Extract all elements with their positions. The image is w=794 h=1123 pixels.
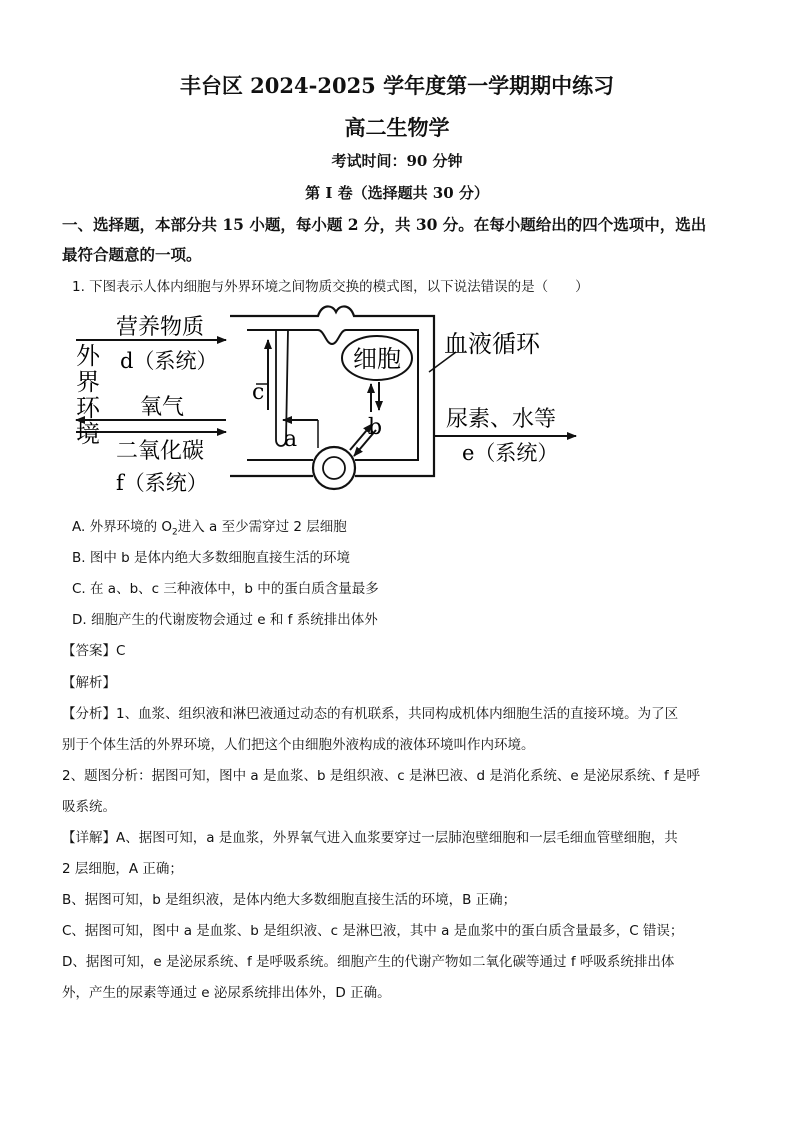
option-c: C. 在 a、b、c 三种液体中，b 中的蛋白质含量最多 bbox=[72, 581, 379, 597]
section-instructions-line1: 一、选择题，本部分共 15 小题，每小题 2 分，共 30 分。在每小题给出的四个选项中，选出 bbox=[62, 215, 707, 234]
label-b: b bbox=[368, 415, 383, 440]
detail-p4: B、据图可知，b 是组织液，是体内绝大多数细胞直接生活的环境，B 正确； bbox=[62, 892, 517, 908]
label-a: a bbox=[284, 427, 298, 452]
system-e-label: e（系统） bbox=[462, 441, 559, 465]
analysis-p2-line1: 2、题图分析：据图可知，图中 a 是血浆、b 是组织液、c 是淋巴液、d 是消化系统、e 是泌尿系统、f 是呼 bbox=[62, 768, 701, 784]
outside-env-char-2: 界 bbox=[76, 368, 100, 396]
cell-label: 细胞 bbox=[353, 345, 401, 373]
detail-p3-line1: 【详解】A、据图可知，a 是血浆，外界氧气进入血浆要穿过一层肺泡壁细胞和一层毛细血管壁细胞，共 bbox=[62, 830, 678, 846]
section-instructions-line2: 最符合题意的一项。 bbox=[62, 245, 202, 264]
oxygen-label: 氧气 bbox=[140, 395, 185, 420]
question-stem: 1. 下图表示人体内细胞与外界环境之间物质交换的模式图，以下说法错误的是（ ） bbox=[72, 279, 589, 295]
detail-p6-line1: D、据图可知，e 是泌尿系统、f 是呼吸系统。细胞产生的代谢产物如二氧化碳等通过 f 呼吸系统排出体 bbox=[62, 954, 675, 970]
answer-line: 【答案】C bbox=[62, 643, 126, 659]
system-f-label: f（系统） bbox=[116, 471, 208, 495]
circulation-label: 血液循环 bbox=[444, 330, 540, 358]
analysis-p1-line2: 别于个体生活的外界环境，人们把这个由细胞外液构成的液体环境叫作内环境。 bbox=[62, 737, 535, 753]
option-d: D. 细胞产生的代谢废物会通过 e 和 f 系统排出体外 bbox=[72, 612, 378, 628]
urea-water-label: 尿素、水等 bbox=[446, 407, 557, 432]
system-d-label: d（系统） bbox=[120, 349, 218, 373]
analysis-p1-line1: 【分析】1、血浆、组织液和淋巴液通过动态的有机联系，共同构成机体内细胞生活的直接环境。为了区 bbox=[62, 706, 679, 722]
analysis-tag: 【解析】 bbox=[62, 675, 116, 691]
part-title: 第 I 卷（选择题共 30 分） bbox=[305, 184, 489, 202]
co2-label: 二氧化碳 bbox=[116, 439, 205, 464]
page-title: 丰台区 2024-2025 学年度第一学期期中练习 bbox=[179, 73, 615, 98]
label-c: c bbox=[252, 380, 265, 405]
detail-p3-line2: 2 层细胞，A 正确； bbox=[62, 861, 183, 877]
exchange-diagram bbox=[70, 300, 590, 500]
option-a: A. 外界环境的 $O_2$进入 a 至少需穿过 2 层细胞 bbox=[72, 519, 347, 538]
analysis-p2-line2: 吸系统。 bbox=[62, 799, 116, 815]
detail-p5: C、据图可知，图中 a 是血浆、b 是组织液、c 是淋巴液，其中 a 是血浆中的蛋白质含量最多，C 错误； bbox=[62, 923, 684, 939]
outside-env-char-3: 环 bbox=[76, 394, 100, 422]
outside-env-char-4: 境 bbox=[76, 420, 100, 448]
option-b: B. 图中 b 是体内绝大多数细胞直接生活的环境 bbox=[72, 550, 350, 566]
detail-p6-line2: 外，产生的尿素等通过 e 泌尿系统排出体外，D 正确。 bbox=[62, 985, 391, 1001]
outside-env-char-1: 外 bbox=[76, 342, 100, 370]
exam-time: 考试时间：90 分钟 bbox=[331, 152, 463, 170]
subject-title: 高二生物学 bbox=[344, 115, 450, 140]
nutrients-label: 营养物质 bbox=[116, 315, 205, 340]
